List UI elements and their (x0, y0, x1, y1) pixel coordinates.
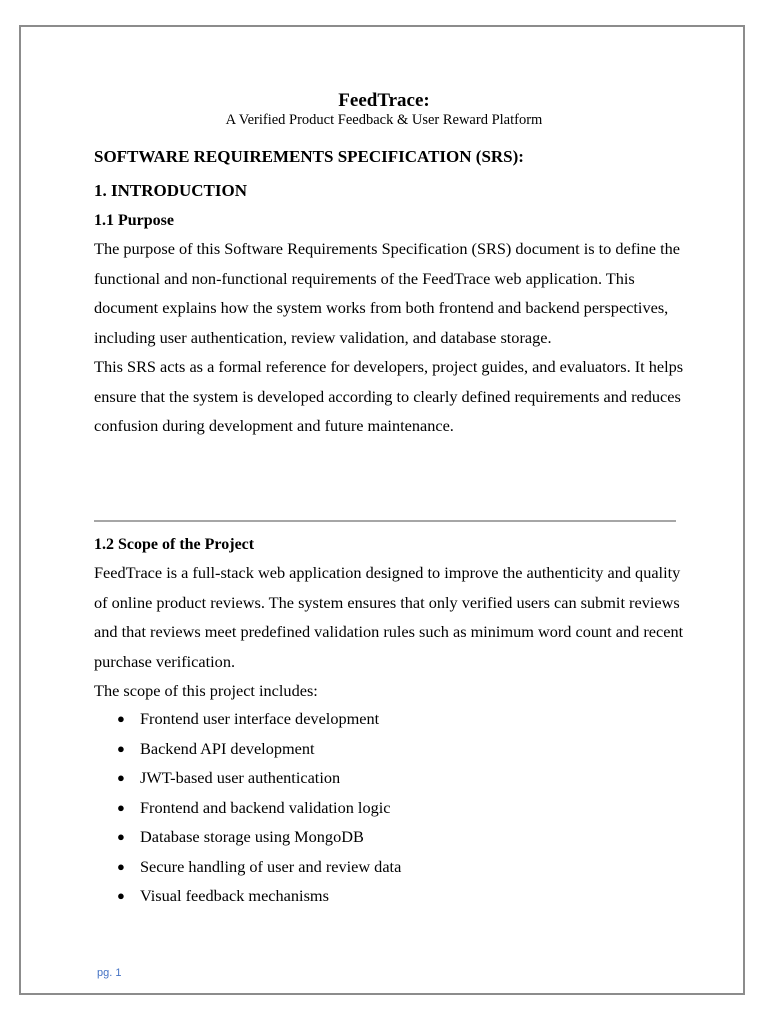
list-item (94, 734, 401, 764)
bullet-icon: ● (117, 829, 125, 844)
scope-heading: 1.2 Scope of the Project (94, 536, 255, 553)
list-item-text: Database storage using MongoDB (140, 827, 364, 846)
list-item (94, 793, 401, 823)
purpose-paragraph-2: This SRS acts as a formal reference for developers, project guides, and evaluators. It helps ensure that the system is developed according to clearly defined requirements and reduces confusion during development and future maintenance. (94, 357, 684, 435)
purpose-paragraph-1: The purpose of this Software Requirements Specification (SRS) document is to define the functional and non-functional requirements of the FeedTrace web application. This document explains how the system works from both frontend and backend perspectives, including user authentication, review validation, and database storage. (94, 239, 680, 347)
list-item (94, 852, 401, 882)
list-item-text: Frontend user interface development (140, 709, 380, 728)
list-item (94, 763, 401, 793)
list-item-text: JWT-based user authentication (140, 768, 341, 787)
list-item-text: Frontend and backend validation logic (140, 797, 391, 817)
section-divider (94, 520, 676, 522)
bullet-icon: ● (117, 858, 125, 874)
scope-paragraph-2: The scope of this project includes: (94, 681, 318, 700)
list-item (94, 881, 401, 911)
list-item (94, 822, 401, 852)
srs-heading: SOFTWARE REQUIREMENTS SPECIFICATION (SRS): (94, 147, 524, 166)
list-item-text: Secure handling of user and review data (140, 856, 402, 876)
list-item (94, 704, 401, 734)
document-page (19, 25, 745, 995)
purpose-heading: 1.1 Purpose (94, 212, 174, 229)
document-subtitle: A Verified Product Feedback & User Reward Platform (225, 112, 543, 128)
scope-body (94, 558, 694, 706)
section-introduction-heading: 1. INTRODUCTION (94, 181, 248, 200)
list-item-text: Visual feedback mechanisms (140, 886, 329, 905)
purpose-body (94, 234, 694, 441)
scope-paragraph-1: FeedTrace is a full-stack web application designed to improve the authenticity and quality of online product reviews. The system ensures that only verified users can submit reviews and that reviews meet predefined validation rules such as minimum word count and recent purchase verification. (94, 563, 684, 671)
document-title: FeedTrace: (338, 90, 430, 111)
page-number: pg. 1 (97, 967, 122, 979)
bullet-icon: ● (117, 711, 125, 726)
scope-list (94, 704, 401, 911)
list-item-text: Backend API development (140, 738, 315, 758)
bullet-icon: ● (117, 770, 125, 785)
bullet-icon: ● (117, 740, 125, 756)
bullet-icon: ● (117, 888, 125, 903)
bullet-icon: ● (117, 799, 125, 815)
